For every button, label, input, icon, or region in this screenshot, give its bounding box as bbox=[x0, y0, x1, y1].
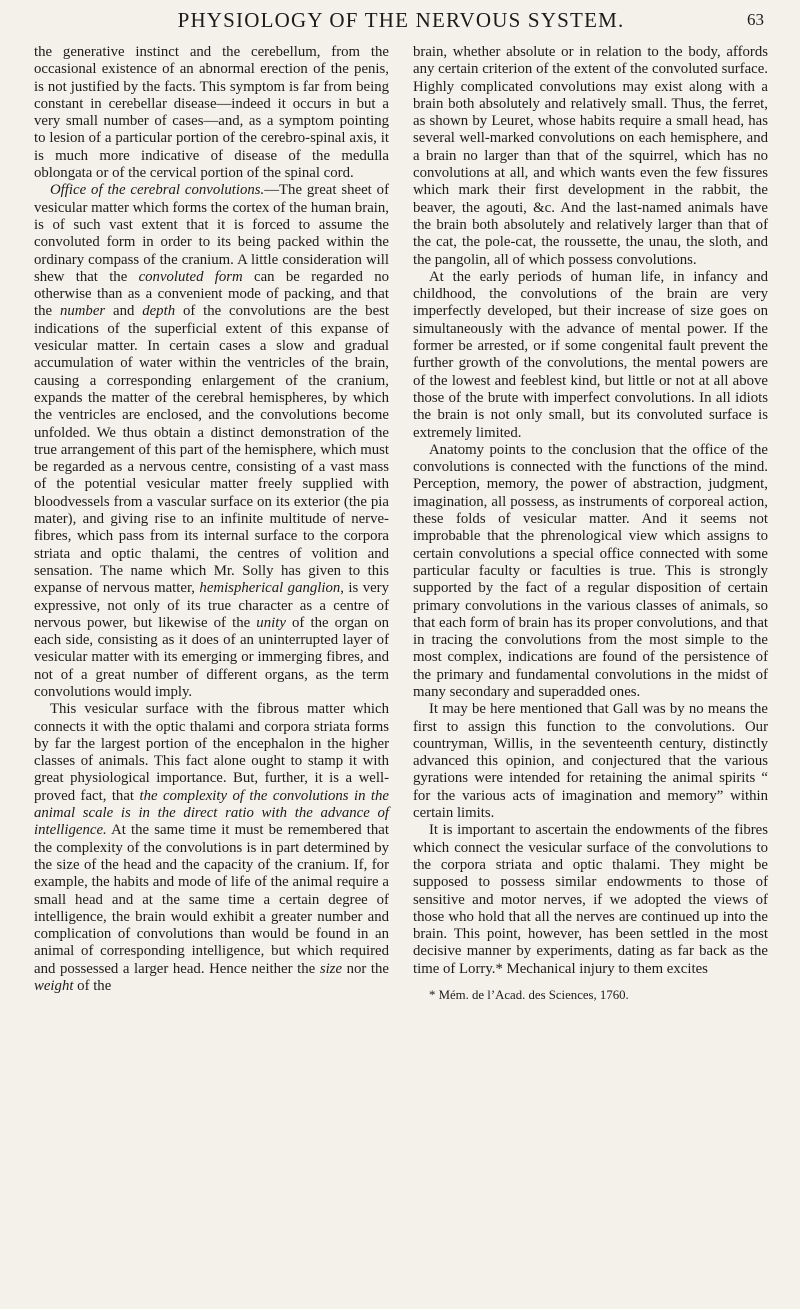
paragraph-anatomy-points: Anatomy points to the conclusion that the office of the convolutions is connected with the functions of the mind. Perception, memory, the power of abstraction, judgment, imagination, all possess, as instruments of corporeal action, these folds of vesicular matter. And it seems not improbable that the phrenological view which assigns to certain convolutions a special office connected with some particular faculty or faculties is true. This is strongly supported by the fact of a regular disposition of certain primary convolutions in the various classes of animals, so that each form of brain has its proper convolutions, and that in tracing the convolutions from the most simple to the most complex, indications are found of the persistence of the primary and fundamental convolutions in the midst of many secondary and superadded ones. bbox=[413, 441, 768, 700]
footnote: * Mém. de l’Acad. des Sciences, 1760. bbox=[429, 988, 629, 1003]
paragraph-vesicular-surface: This vesicular surface with the fibrous matter which connects it with the optic thalami and corpora striata forms by far the largest portion of the encephalon in the higher classes of animals. This fact alone ought to stamp it with great physiological importance. But, further, it is a well-proved fact, that the complexity of the convolutions in the animal scale is in the direct ratio with the advance of intelligence. At the same time it must be remembered that the complexity of the convolutions is in part determined by the size of the head and the capacity of the cranium. If, for example, the habits and mode of life of the animal require a small head and at the same time a certain degree of intelligence, the brain would exhibit a greater number and complication of convolutions than would be found in an animal of corresponding intelligence, but which required and possessed a larger head. Hence neither the size nor the weight of the bbox=[34, 701, 389, 995]
run-in-heading: Office of the cerebral convolutions. bbox=[50, 182, 265, 199]
paragraph-endowments-of-fibres: It is important to ascertain the endowments of the fibres which connect the vesicular surface of the convolutions to the corpora striata and optic thalami. They might be supposed to possess similar endowments to those of sensitive and motor nerves, if we adopted the views of those who hold that all the nerves are continued up into the brain. This point, however, has been settled in the most decisive manner by experiments, dating as far back as the time of Lorry.* Mechanical injury to them excites bbox=[413, 822, 768, 977]
paragraph-early-periods: At the early periods of human life, in infancy and childhood, the convolutions of the brain are very imperfectly developed, but their increase of size goes on simultaneously with the advance of mental power. If the former be arrested, or if some congenital fault prevent the further growth of the convolutions, the mental powers are of the lowest and feeblest kind, but little or not at all above those of the brute with imperfect convolutions. In all idiots the brain is not only small, but its convoluted surface is extremely limited. bbox=[413, 268, 768, 441]
paragraph-office-of-convolutions: Office of the cerebral convolutions.—The great sheet of vesicular matter which forms the cortex of the human brain, is of such vast extent that it is forced to assume the convoluted form in order to its being packed within the ordinary compass of the cranium. A little consideration will shew that the convoluted form can be regarded no otherwise than as a convenient mode of packing, and that the number and depth of the convolutions are the best indications of the superficial extent of this expanse of vesicular matter. In certain cases a slow and gradual accumulation of water within the ventricles of the brain, causing a corresponding enlargement of the cranium, expands the matter of the cerebral hemispheres, by which the ventricles are enclosed, and the convolutions become unfolded. We thus obtain a distinct demonstration of the true arrangement of this part of the hemisphere, which must be regarded as a nervous centre, consisting of a vast mass of the potential vesicular matter freely supplied with bloodvessels from a vascular surface on its exterior (the pia mater), and giving rise to an infinite multitude of nerve-fibres, which pass from its internal surface to the corpora striata and optic thalami, the centres of volition and sensation. The name which Mr. Solly has given to this expanse of nervous matter, hemispherical ganglion, is very expressive, not only of its true character as a centre of nervous power, but likewise of the unity of the organ on each side, consisting as it does of an uninterrupted layer of vesicular matter with its emerging or immerging fibres, and not of a great number of different organs, as the term convolutions would imply. bbox=[34, 182, 390, 700]
right-column bbox=[413, 44, 768, 1003]
running-title: PHYSIOLOGY OF THE NERVOUS SYSTEM. bbox=[177, 8, 625, 32]
paragraph-gall-willis: It may be here mentioned that Gall was by no means the first to assign this function to the convolutions. Our countryman, Willis, in the seventeenth century, distinctly advanced this opinion, and conjectured that the various gyrations were intended for retaining the animal spirits “ for the various acts of imagination and memory” within certain limits. bbox=[413, 701, 768, 822]
two-column-body bbox=[34, 44, 768, 1003]
paragraph-generative-instinct: the generative instinct and the cerebellum, from the occasional existence of an abnormal erection of the penis, is not justified by the facts. This symptom is far from being constant in cerebellar disease—indeed it occurs in but a very small number of cases—and, as a symptom pointing to lesion of a particular portion of the cerebro-spinal axis, it is much more indicative of disease of the medulla oblongata or of the cervical portion of the spinal cord. bbox=[34, 44, 389, 182]
page-number: 63 bbox=[747, 10, 764, 29]
paragraph-brain-criterion: brain, whether absolute or in relation to the body, affords any certain criterion of the extent of the convoluted surface. Highly complicated convolutions may exist along with a brain both absolutely and relatively small. Thus, the ferret, as shown by Leuret, whose habits require a small head, has several well-marked convolutions on each hemisphere, and a brain no larger than that of the squirrel, which has no convolutions at all, and which wants even the few fissures which mark their first development in the rabbit, the beaver, the agouti, &c. And the last-named animals have the brain both absolutely and relatively larger than that of the cat, the pole-cat, the roussette, the unau, the sloth, and the pangolin, all of which possess convolutions. bbox=[413, 44, 768, 268]
running-head bbox=[34, 4, 768, 44]
left-column bbox=[34, 44, 389, 1003]
